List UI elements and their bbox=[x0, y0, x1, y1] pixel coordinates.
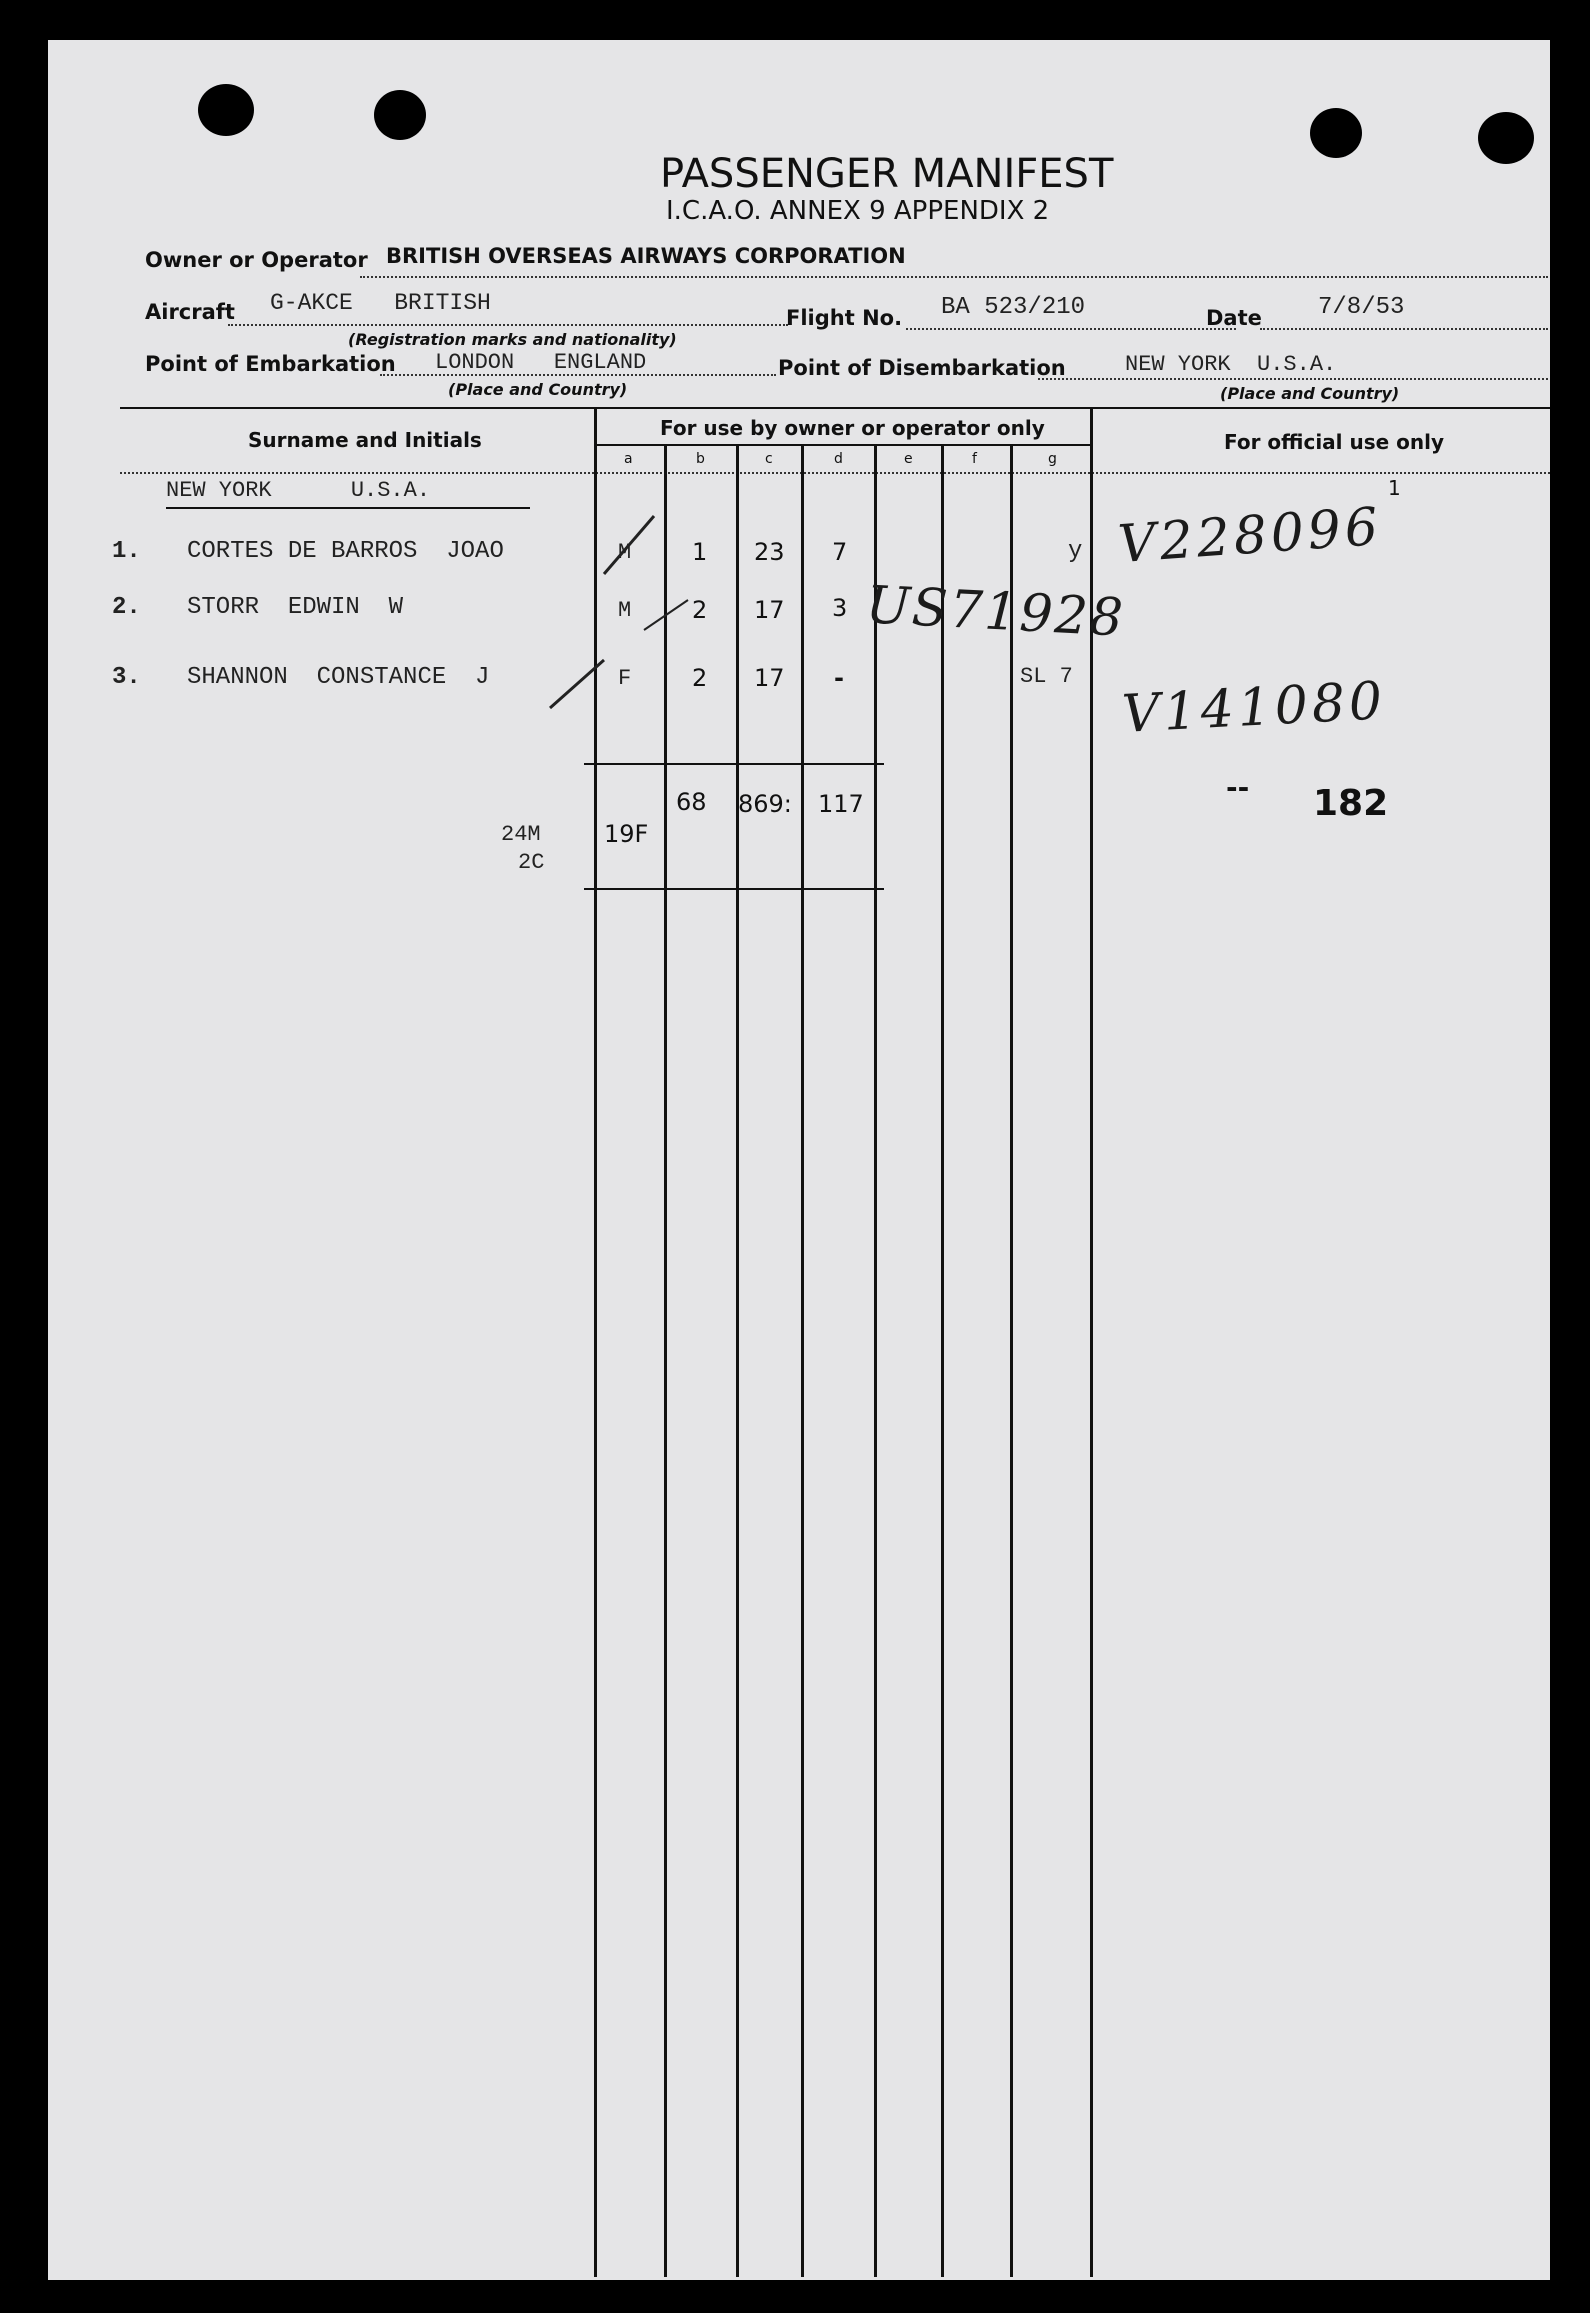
cell-c: 17 bbox=[754, 664, 785, 692]
cell-b: 2 bbox=[692, 664, 708, 692]
total-c: 869: bbox=[738, 790, 792, 818]
total-men: 24M bbox=[501, 822, 541, 847]
row-number: 3. bbox=[112, 664, 141, 691]
cell-c: 17 bbox=[754, 596, 785, 624]
flight-value: BA 523/210 bbox=[941, 294, 1086, 321]
total-children: 2C bbox=[518, 850, 545, 875]
column-letter-d: d bbox=[834, 451, 843, 467]
column-letter-b: b bbox=[696, 451, 705, 467]
total-d: 117 bbox=[818, 790, 864, 818]
column-letter-c: c bbox=[765, 451, 773, 467]
owner-label: Owner or Operator bbox=[145, 248, 368, 272]
tick-mark-row1 bbox=[604, 516, 654, 574]
cell-a: M bbox=[618, 598, 632, 623]
official-entry: US71928 bbox=[864, 575, 1127, 649]
cell-b: 1 bbox=[692, 538, 708, 566]
aircraft-value: G-AKCE BRITISH bbox=[270, 290, 491, 316]
disembarkation-label: Point of Disembarkation bbox=[778, 356, 1066, 380]
tick-mark-row2 bbox=[644, 600, 688, 630]
row-number: 2. bbox=[112, 594, 141, 621]
aircraft-caption: (Registration marks and nationality) bbox=[348, 330, 677, 349]
embarkation-caption: (Place and Country) bbox=[448, 380, 628, 399]
passenger-name: CORTES DE BARROS JOAO bbox=[187, 538, 504, 565]
total-b: 68 bbox=[676, 788, 707, 816]
official-header: For official use only bbox=[1224, 430, 1445, 454]
flight-label: Flight No. bbox=[786, 306, 903, 330]
cell-a: M bbox=[618, 540, 632, 565]
official-entry: V228096 bbox=[1116, 496, 1384, 576]
tick-mark-row3 bbox=[550, 660, 604, 708]
disembarkation-caption: (Place and Country) bbox=[1220, 384, 1400, 403]
cell-d: 3 bbox=[832, 594, 848, 622]
column-letter-e: e bbox=[904, 451, 913, 467]
date-value: 7/8/53 bbox=[1318, 294, 1405, 321]
cell-c: 23 bbox=[754, 538, 785, 566]
page-subtitle: I.C.A.O. ANNEX 9 APPENDIX 2 bbox=[666, 196, 1050, 226]
stray-mark: 1 bbox=[1388, 476, 1401, 500]
cell-d: 7 bbox=[832, 538, 848, 566]
cell-g: SL 7 bbox=[1020, 664, 1073, 689]
pen-marks bbox=[48, 40, 1550, 2280]
aircraft-label: Aircraft bbox=[145, 300, 235, 324]
owner-value: BRITISH OVERSEAS AIRWAYS CORPORATION bbox=[386, 244, 906, 268]
column-letter-f: f bbox=[972, 451, 977, 467]
official-entry: V141080 bbox=[1120, 671, 1388, 745]
page-title: PASSENGER MANIFEST bbox=[660, 151, 1114, 197]
date-label: Date bbox=[1206, 306, 1262, 330]
surname-header: Surname and Initials bbox=[248, 428, 482, 452]
embarkation-label: Point of Embarkation bbox=[145, 352, 396, 376]
cell-a: F bbox=[618, 666, 632, 691]
owner-use-header: For use by owner or operator only bbox=[660, 416, 1045, 440]
passenger-name: STORR EDWIN W bbox=[187, 594, 404, 621]
row-number: 1. bbox=[112, 538, 141, 565]
passenger-name: SHANNON CONSTANCE J bbox=[187, 664, 490, 691]
cell-b: 2 bbox=[692, 596, 708, 624]
official-dash: -- bbox=[1226, 771, 1250, 804]
manifest-page bbox=[48, 40, 1550, 2280]
cell-g: y bbox=[1068, 538, 1083, 565]
destination-heading: NEW YORK U.S.A. bbox=[166, 478, 431, 503]
official-total-number: 182 bbox=[1313, 783, 1389, 824]
embarkation-value: LONDON ENGLAND bbox=[435, 350, 647, 375]
cell-d: - bbox=[834, 664, 844, 692]
column-letter-g: g bbox=[1048, 451, 1057, 467]
total-a: 19F bbox=[604, 820, 649, 848]
disembarkation-value: NEW YORK U.S.A. bbox=[1125, 352, 1337, 377]
column-letter-a: a bbox=[624, 451, 633, 467]
